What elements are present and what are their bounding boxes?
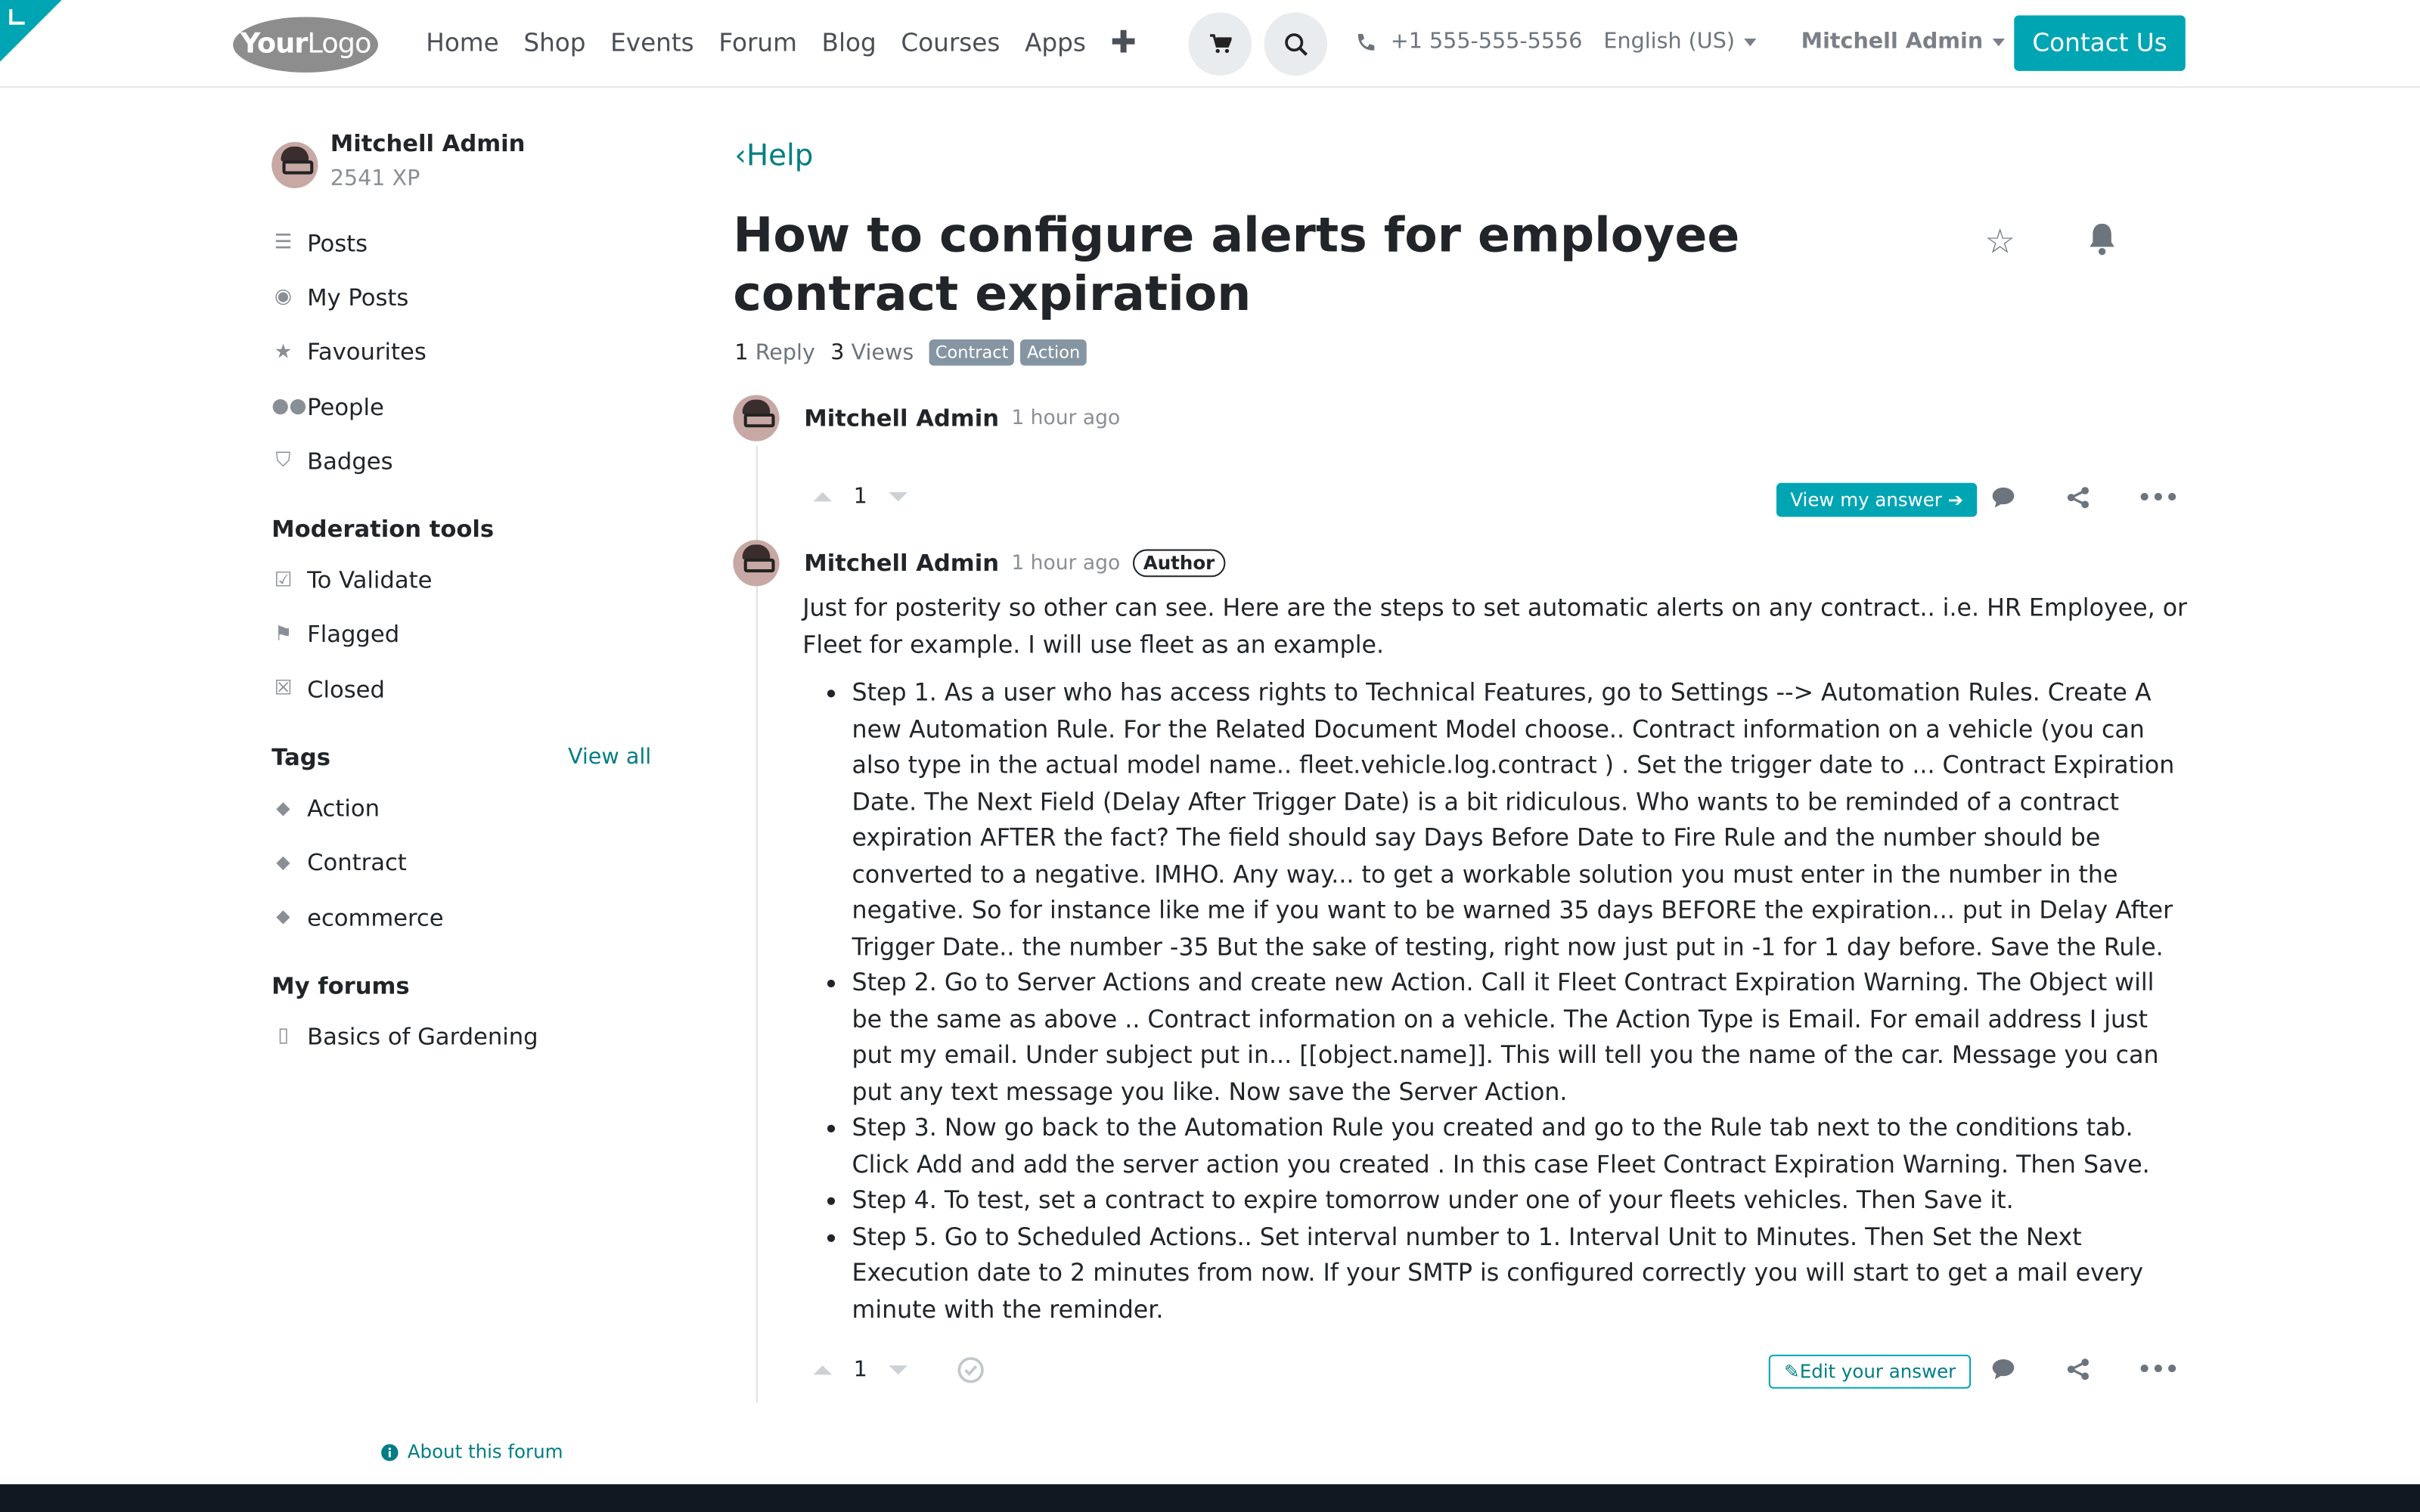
list-icon: ☰ xyxy=(274,231,293,256)
edit-answer-button[interactable]: ✎Edit your answer xyxy=(1769,1355,1972,1389)
answer-author[interactable]: Mitchell Admin xyxy=(804,549,1000,578)
tag-badge-contract[interactable]: Contract xyxy=(929,339,1015,366)
follow-bell-icon[interactable] xyxy=(2086,222,2118,262)
vote-count: 1 xyxy=(853,1357,867,1383)
tag-icon: ⬥ xyxy=(276,797,290,820)
close-square-icon: ☒ xyxy=(274,677,293,701)
sidebar-tag-ecommerce[interactable]: ⬥ ecommerce xyxy=(271,890,657,944)
question-time: 1 hour ago xyxy=(1011,406,1121,430)
user-xp: 2541 XP xyxy=(330,166,420,192)
avatar xyxy=(271,142,318,188)
sidebar-item-closed[interactable]: ☒ Closed xyxy=(271,662,657,717)
upvote-icon[interactable] xyxy=(814,492,832,501)
page-footer xyxy=(0,1484,2420,1512)
cart-icon xyxy=(1209,34,1231,54)
sidebar-item-my-posts[interactable]: ◉ My Posts xyxy=(271,271,657,325)
pencil-icon: ✎ xyxy=(1784,1361,1800,1383)
language-selector[interactable]: English (US) xyxy=(1603,29,1756,54)
answer-time: 1 hour ago xyxy=(1011,551,1121,575)
question-author[interactable]: Mitchell Admin xyxy=(804,404,1000,432)
nav-events[interactable]: Events xyxy=(610,27,694,57)
chevron-down-icon xyxy=(1744,38,1756,45)
info-icon xyxy=(381,1443,398,1460)
main-nav xyxy=(426,23,1137,60)
nav-forum[interactable]: Forum xyxy=(718,27,797,57)
question-meta xyxy=(734,339,1086,366)
sidebar-tag-contract[interactable]: ⬥ Contract xyxy=(271,835,657,890)
moderation-heading: Moderation tools xyxy=(271,516,495,544)
favourite-star-icon[interactable]: ☆ xyxy=(1984,223,2015,262)
list-item: • Step 1. As a user who has access rights to Technical Features, go to Settings --> Automation Rules. Create A new Automation Rule. For the Related Document Model choose.. Contract information on a vehicle (you can also type in the actual model name.. fleet.vehicle.log.contract ) . Set the trigger date to ... Contract Expiration Date. The Next Field (Delay After Trigger Date) is a bit ridiculous. Who wants to be reminded of a contract expiration AFTER the fact? The field should say Days Before Date to Fire Rule and the number should be converted to a negative. IMHO. Any way... to get a workable solution you must enter in the number in the negative. So for instance like me if you want to be warned 35 days BEFORE the expiration... put in Delay After Trigger Date.. the number -35 But the sake of testing, right now just put in -1 for 1 day before. Save the Rule. xyxy=(852,676,2192,966)
nav-courses[interactable]: Courses xyxy=(901,27,1001,57)
flag-icon: ⚑ xyxy=(274,623,293,646)
question-vote xyxy=(814,485,908,510)
answer-intro: Just for posterity so other can see. Here are the steps to set automatic alerts on any contract.. i.e. HR Employee, or Fleet for example. I will use fleet as an example. xyxy=(802,593,2188,658)
chevron-left-icon: ‹ xyxy=(734,138,746,173)
forum-sidebar xyxy=(271,126,657,1064)
site-logo[interactable]: YourLogo xyxy=(233,17,378,72)
comment-icon[interactable] xyxy=(1991,1358,2016,1387)
question-header xyxy=(733,395,1120,441)
comment-icon[interactable] xyxy=(1991,486,2016,516)
more-options-icon[interactable]: ••• xyxy=(2137,1357,2180,1383)
check-square-icon: ☑ xyxy=(274,569,293,592)
chevron-down-icon xyxy=(1992,38,2004,45)
tag-icon: ⬥ xyxy=(276,851,290,875)
avatar[interactable] xyxy=(733,540,779,586)
upvote-icon[interactable] xyxy=(814,1365,832,1374)
list-item: • Step 5. Go to Scheduled Actions.. Set interval number to 1. Interval Unit to Minutes. Then Set the Next Execution date to 2 minutes from now. If your SMTP is configured correctly you will start to get a mail every minute with the reminder. xyxy=(852,1219,2192,1328)
search-icon xyxy=(1283,32,1308,57)
list-item: • Step 2. Go to Server Actions and create new Action. Call it Fleet Contract Expiration Warning. The Object will be the same as above .. Contract information on a vehicle. The Action Type is Email. For email address I just put my email. Under subject put in... [[object.name]]. This will tell you the name of the car. Message you can put any text message you like. Now save the Server Action. xyxy=(852,966,2192,1111)
view-count: 3 Views xyxy=(830,340,914,365)
tag-badge-action[interactable]: Action xyxy=(1021,339,1087,366)
top-navbar xyxy=(0,0,2420,88)
my-forums-heading: My forums xyxy=(271,972,410,1000)
downvote-icon[interactable] xyxy=(889,1365,907,1374)
answer-body xyxy=(802,591,2192,1329)
phone-icon xyxy=(1355,32,1376,52)
vote-count: 1 xyxy=(853,484,867,510)
user-card[interactable] xyxy=(271,126,657,197)
arrow-right-icon: ➔ xyxy=(1947,488,1964,511)
sidebar-item-badges[interactable]: ⛉ Badges xyxy=(271,434,657,488)
user-menu[interactable]: Mitchell Admin xyxy=(1801,29,2005,54)
page-title: How to configure alerts for employee contract expiration xyxy=(733,208,1740,323)
reply-count: 1 Reply xyxy=(734,340,815,365)
cart-button[interactable] xyxy=(1188,12,1252,76)
about-forum-link[interactable]: About this forum xyxy=(381,1441,563,1463)
more-options-icon[interactable]: ••• xyxy=(2137,485,2180,511)
user-circle-icon: ◉ xyxy=(274,286,293,310)
nav-apps[interactable]: Apps xyxy=(1025,27,1086,57)
share-icon[interactable] xyxy=(2067,1358,2090,1387)
file-icon: ▯ xyxy=(278,1024,289,1049)
tag-icon: ⬥ xyxy=(276,906,290,929)
sidebar-item-posts[interactable]: ☰ Posts xyxy=(271,216,657,271)
search-button[interactable] xyxy=(1264,12,1327,76)
view-my-answer-button[interactable]: View my answer ➔ xyxy=(1776,483,1978,517)
share-icon[interactable] xyxy=(2067,486,2090,516)
answer-vote xyxy=(814,1356,985,1384)
back-to-forum-link[interactable]: ‹Help xyxy=(734,138,814,173)
phone-link[interactable] xyxy=(1355,29,1583,54)
list-item: • Step 3. Now go back to the Automation Rule you created and go to the Rule tab next to the conditions tab. Click Add and add the server action you created . In this case Fleet Contract Expiration Warning. Then Save. xyxy=(852,1111,2192,1183)
shield-icon: ⛉ xyxy=(275,449,291,473)
contact-us-button[interactable]: Contact Us xyxy=(2014,15,2186,70)
nav-home[interactable]: Home xyxy=(426,27,499,57)
view-all-tags-link[interactable]: View all xyxy=(567,745,652,771)
accept-answer-icon[interactable] xyxy=(957,1356,985,1384)
users-icon: ●● xyxy=(271,395,307,419)
nav-shop[interactable]: Shop xyxy=(523,27,586,57)
sidebar-item-to-validate[interactable]: ☑ To Validate xyxy=(271,553,657,608)
corner-arrow-icon xyxy=(9,9,24,24)
answer-header xyxy=(733,540,1225,586)
user-name: Mitchell Admin xyxy=(330,129,526,158)
sidebar-item-favourites[interactable]: ★ Favourites xyxy=(271,325,657,380)
author-badge: Author xyxy=(1133,550,1226,578)
nav-blog[interactable]: Blog xyxy=(821,27,876,57)
star-icon: ★ xyxy=(274,340,293,364)
sidebar-forum-item[interactable]: ▯ Basics of Gardening xyxy=(271,1009,657,1064)
sidebar-tag-action[interactable]: ⬥ Action xyxy=(271,781,657,835)
thread-divider xyxy=(756,446,758,1402)
phone-number: +1 555-555-5556 xyxy=(1390,29,1583,54)
downvote-icon[interactable] xyxy=(889,492,907,501)
tags-heading: Tags View all xyxy=(271,735,657,781)
avatar[interactable] xyxy=(733,395,779,441)
list-item: • Step 4. To test, set a contract to expire tomorrow under one of your fleets vehicles. Then Save it. xyxy=(852,1183,2192,1219)
sidebar-item-people[interactable]: ●● People xyxy=(271,392,384,421)
sidebar-item-flagged[interactable]: ⚑ Flagged xyxy=(271,608,657,662)
steps-list xyxy=(802,676,2192,1328)
add-page-icon[interactable]: ✚ xyxy=(1110,23,1137,60)
